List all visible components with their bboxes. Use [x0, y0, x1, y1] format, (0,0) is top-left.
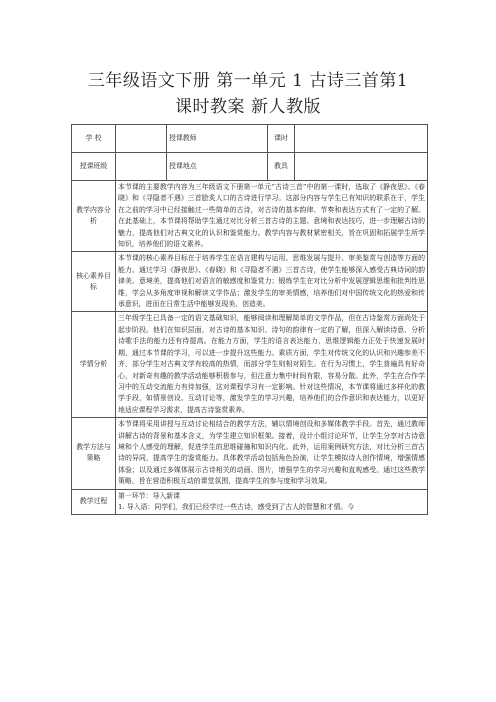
section-teaching-process [72, 489, 428, 515]
location-label: 授课地点 [167, 153, 268, 181]
section-text: 本节课将采用讲授与互动讨论相结合的教学方法，辅以情境创设和多媒体教学手段。首先，通过教师讲解古诗的背景和基本含义，为学生建立知识框架。接着，设计小组讨论环节，让学生分享对古诗意境和个人感受的理解，促进学生的思维碰撞和知识内化。此外，运用案例研究方法，对比分析三首古诗的异同，提高学生的鉴赏能力。具体教学活动包括角色扮演，让学生模拟诗人创作情境，增强情感体验；以及通过多媒体展示古诗相关的动画、图片，增强学生的学习兴趣和直观感受。通过这些教学策略，旨在营造积极互动的课堂氛围，提高学生的参与度和学习效果。 [116, 418, 428, 489]
lesson-plan-table [71, 124, 428, 515]
section-content-analysis [72, 181, 428, 252]
section-text: 本节课的核心素养目标在于培养学生在语言建构与运用、思维发展与提升、审美鉴赏与创造等方面的能力。通过学习《静夜思》、《春晓》和《寻隐者不遇》三首古诗，使学生能够深入感受古典诗词的韵律美、意境美，提高他们对语言的敏感度和鉴赏力；锻炼学生在对比分析中发展逻辑思维和批判性思维，学会从多角度审视和解读文学作品；激发学生的审美情感，培养他们对中国传统文化的热爱和传承意识，进而在日常生活中能够发现美、创造美。 [116, 252, 428, 312]
header-row-2 [72, 153, 428, 181]
section-label: 教学内容分析 [72, 181, 116, 252]
section-label: 核心素养目标 [72, 252, 116, 312]
section-teaching-methods [72, 418, 428, 489]
teacher-label: 授课教师 [167, 125, 268, 153]
process-step-text: 1. 导入语：同学们，我们已经学过一些古诗，感受到了古人的智慧和才情。今 [118, 502, 355, 511]
tools-value [295, 153, 428, 181]
section-student-analysis [72, 312, 428, 418]
section-core-competency [72, 252, 428, 312]
header-row-1 [72, 125, 428, 153]
period-value [295, 125, 428, 153]
section-text: 三年级学生已具备一定的语文基础知识，能够阅读和理解简单的文学作品，但在古诗鉴赏方面尚处于起步阶段。他们在知识层面，对古诗的基本知识、诗句的韵律有一定的了解，但深入解读诗意、分析诗歌手法的能力还有待提高。在能力方面，学生的语言表达能力、思维逻辑能力正处于快速发展时期，通过本节课的学习，可以进一步提升这些能力。素质方面，学生对传统文化的认识和兴趣参差不齐，部分学生对古典文学有较高的热情，而部分学生则相对陌生。在行为习惯上，学生普遍具有好奇心，对新奇有趣的教学活动能够积极参与，但注意力集中时间有限，容易分散。此外，学生在合作学习中的互动交流能力有待加强，这对课程学习有一定影响。针对这些情况，本节课将通过多样化的教学手段，如情景创设、互动讨论等，激发学生的学习兴趣，培养他们的合作意识和表达能力，以更好地适应课程学习需求，提高古诗鉴赏素养。 [116, 312, 428, 418]
tools-label: 教具 [268, 153, 295, 181]
period-label: 课时 [268, 125, 295, 153]
process-step-title: 第一环节：导入新课 [118, 491, 181, 500]
section-label: 教学方法与策略 [72, 418, 116, 489]
class-value [116, 153, 167, 181]
document-title-line-1: 三年级语文下册 第一单元 1 古诗三首第1 [87, 71, 409, 91]
school-value [116, 125, 167, 153]
school-label: 学 校 [72, 125, 116, 153]
document-title-line-2: 课时教案 新人教版 [175, 97, 321, 117]
section-text: 本节课的主要教学内容为三年级语文下册第一单元“古诗三首”中的第一课时，选取了《静夜思》、《春晓》和《寻隐者不遇》三首脍炙人口的古诗进行学习。这部分内容与学生已有知识的联系在于，学生在之前的学习中已经接触过一些简单的古诗，对古诗的基本韵律、节奏和表达方式有了一定的了解。在此基础上，本节课将帮助学生通过对比分析三首古诗的主题、意境和表达技巧，进一步理解古诗的魅力，提高他们对古典文化的认识和鉴赏能力。教学内容与教材紧密相关，旨在巩固和拓展学生所学知识，培养他们的语文素养。 [116, 181, 428, 252]
section-label: 学情分析 [72, 312, 116, 418]
class-label: 授课班级 [72, 153, 116, 181]
section-label: 教学过程 [72, 489, 116, 515]
section-text [116, 489, 428, 515]
